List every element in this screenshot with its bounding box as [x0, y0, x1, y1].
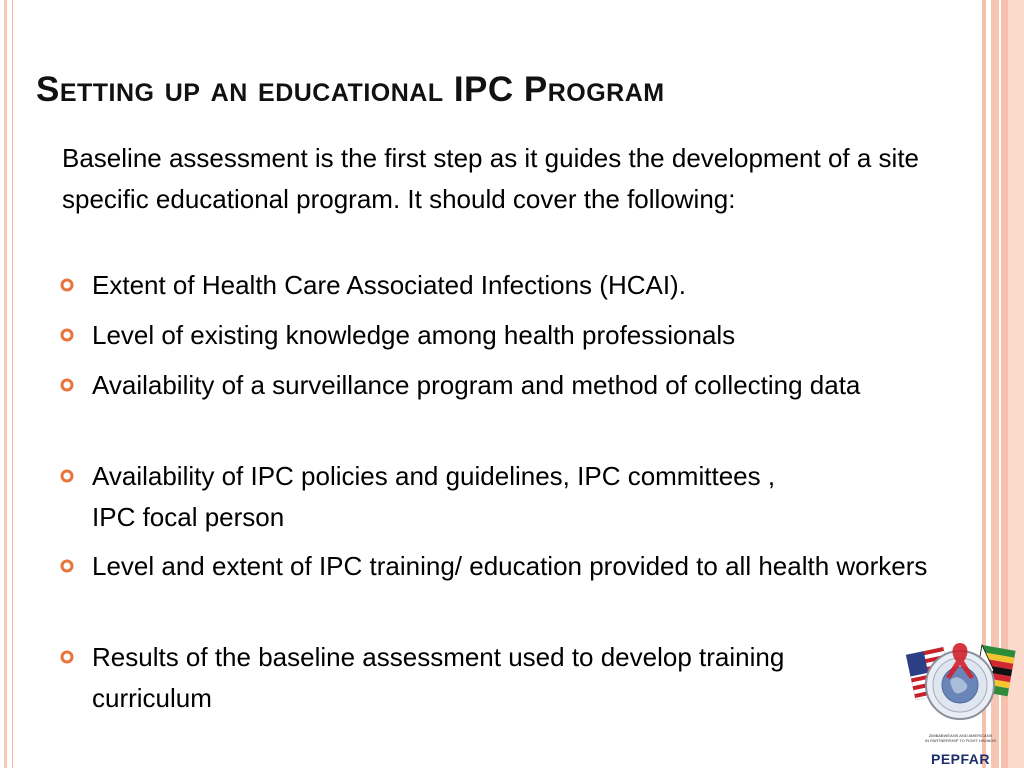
slide-title: Setting up an educational IPC Program — [36, 70, 665, 109]
bullet-ring-icon — [60, 278, 74, 292]
slide-body — [62, 138, 962, 226]
bullet-text: Extent of Health Care Associated Infections (HCAI). — [92, 270, 686, 300]
bullet-text: Availability of IPC policies and guidelines, IPC committees , IPC focal person — [92, 461, 776, 532]
bullet-text: Results of the baseline assessment used to develop training curriculum — [92, 642, 785, 713]
pepfar-seal-icon — [898, 633, 1023, 733]
bullet-text: Availability of a surveillance program and method of collecting data — [92, 370, 861, 400]
bullet-ring-icon — [60, 328, 74, 342]
logo-caption-line-1: ZIMBABWEANS AND AMERICANS — [928, 733, 993, 738]
bullet-ring-icon — [60, 469, 74, 483]
left-border-decoration — [0, 0, 13, 768]
logo-caption — [898, 733, 1023, 743]
bullet-text: Level and extent of IPC training/ education provided to all health workers — [92, 551, 928, 581]
bullet-ring-icon — [60, 650, 74, 664]
pepfar-logo — [898, 633, 1023, 768]
logo-caption-line-2: IN PARTNERSHIP TO FIGHT HIV/AIDS — [925, 738, 996, 743]
bullet-ring-icon — [60, 378, 74, 392]
pepfar-wordmark: PEPFAR — [930, 751, 990, 767]
bullet-ring-icon — [60, 559, 74, 573]
intro-paragraph: Baseline assessment is the first step as it guides the development of a site specific educational program. It should cover the following: — [62, 143, 920, 214]
bullet-text: Level of existing knowledge among health professionals — [92, 320, 736, 350]
